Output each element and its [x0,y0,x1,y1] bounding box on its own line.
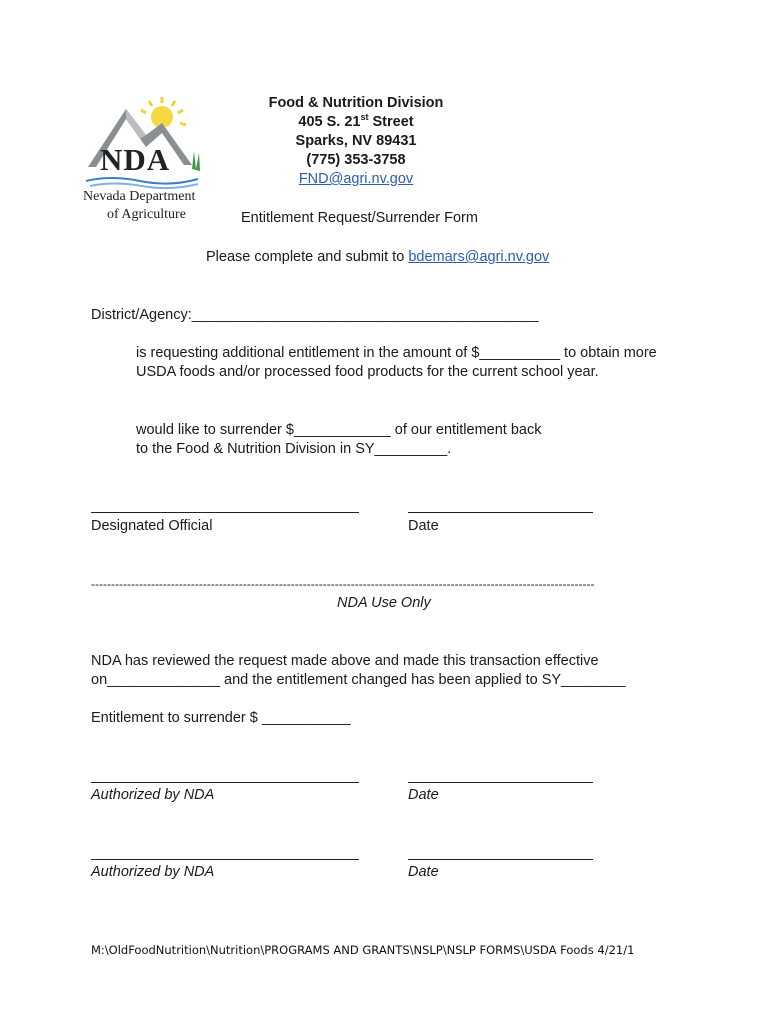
logo-line2: of Agriculture [107,207,186,222]
street-address [236,113,476,132]
street-ordinal: st [360,112,369,123]
division-name: Food & Nutrition Division [268,95,444,111]
authorized-date-line-1[interactable] [408,782,593,783]
nda-logo [80,95,210,230]
submit-email-link[interactable]: bdemars@agri.nv.gov [408,249,550,265]
surrender-line-1[interactable]: would like to surrender $____________ of our entitlement back [136,422,542,438]
logo-line1: Nevada Department [83,189,196,204]
header-email-link[interactable]: FND@agri.nv.gov [298,171,414,187]
entitlement-surrender-field[interactable]: Entitlement to surrender $ ___________ [91,710,351,726]
submit-text: Please complete and submit to [206,249,409,265]
official-date-line[interactable] [408,512,593,513]
form-title: Entitlement Request/Surrender Form [241,210,478,226]
authorized-by-nda-label-2: Authorized by NDA [91,864,215,880]
authorized-signature-line-2[interactable] [91,859,359,860]
authorized-date-label-1: Date [408,787,439,803]
sun-icon [141,97,186,128]
logo-acronym: NDA [100,142,171,177]
request-line-2: USDA foods and/or processed food products for the current school year. [136,364,599,380]
district-agency-blank[interactable]: ___________________________________________ [191,307,539,323]
file-path-footer: M:\OldFoodNutrition\Nutrition\PROGRAMS AND GRANTS\NSLP\NSLP FORMS\USDA Foods 4/21/1 [91,943,635,957]
authorized-by-nda-label-1: Authorized by NDA [91,787,215,803]
review-line-2[interactable]: on______________ and the entitlement changed has been applied to SY________ [91,672,626,688]
submit-instruction [206,248,549,267]
section-divider-dashes: ------------------------------------------------------------------------------------------------------------------------------ [91,577,595,591]
district-agency-label: District/Agency: [91,307,192,323]
surrender-line-2[interactable]: to the Food & Nutrition Division in SY_________. [136,441,452,457]
authorized-date-label-2: Date [408,864,439,880]
section-divider [91,577,700,591]
authorized-signature-line-1[interactable] [91,782,359,783]
city-state-zip: Sparks, NV 89431 [295,133,417,149]
district-agency-field[interactable] [91,306,539,325]
nda-use-only-heading: NDA Use Only [337,595,431,611]
street-name: Street [368,114,414,130]
official-date-label: Date [408,518,439,534]
water-waves-icon [86,178,198,184]
request-line-1[interactable]: is requesting additional entitlement in the amount of $__________ to obtain more [136,345,657,361]
official-signature-line[interactable] [91,512,359,513]
authorized-date-line-2[interactable] [408,859,593,860]
header-email-wrap [236,170,476,189]
designated-official-label: Designated Official [91,518,213,534]
review-line-1: NDA has reviewed the request made above and made this transaction effective [91,653,599,669]
phone-number: (775) 353-3758 [306,152,406,168]
street-number: 405 S. 21 [298,114,361,130]
grass-icon [192,151,200,171]
